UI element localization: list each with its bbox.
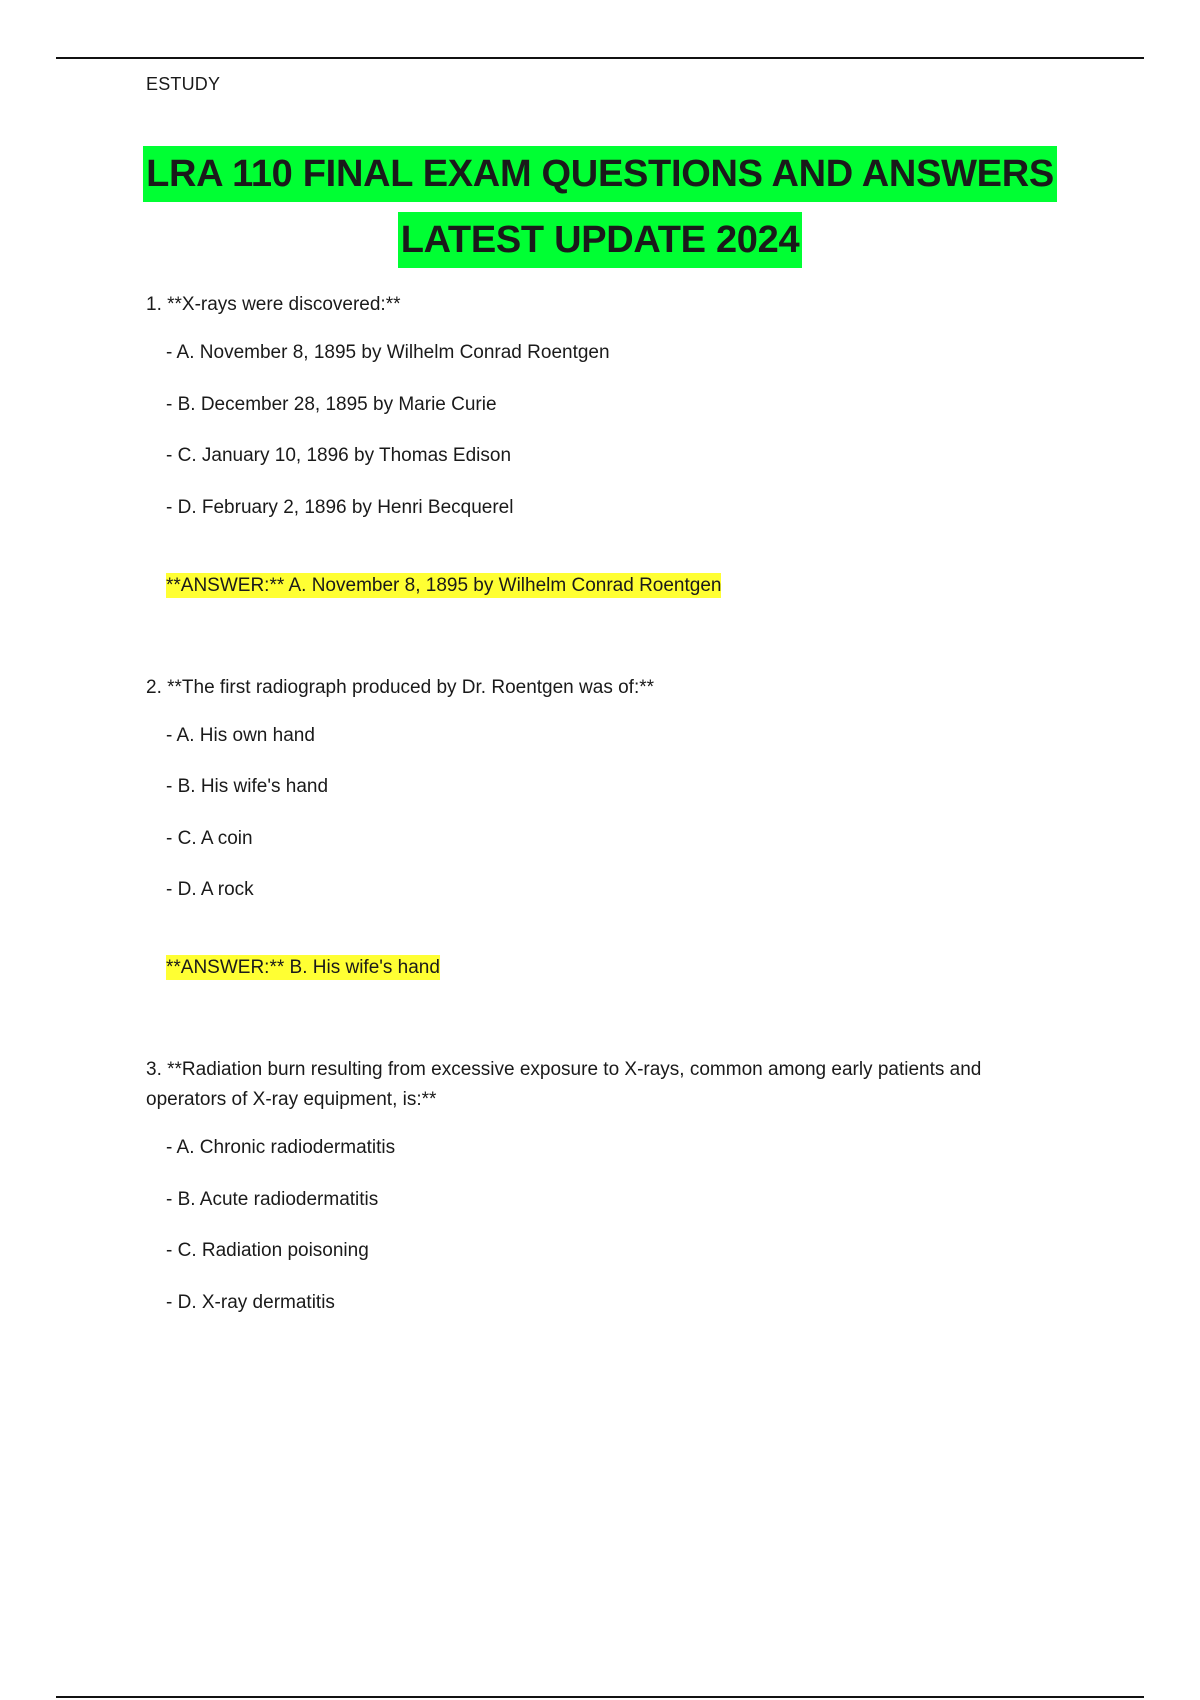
- answer-text: **ANSWER:** A. November 8, 1895 by Wilhelm Conrad Roentgen: [166, 574, 722, 596]
- option-c: - C. January 10, 1896 by Thomas Edison: [166, 445, 512, 466]
- option-d: - D. A rock: [166, 879, 254, 900]
- question-prompt: 2. **The first radiograph produced by Dr. Roentgen was of:**: [146, 676, 655, 698]
- title-line-1: LRA 110 FINAL EXAM QUESTIONS AND ANSWERS: [143, 146, 1057, 202]
- bottom-rule: [56, 1696, 1144, 1698]
- top-rule: [56, 57, 1144, 59]
- question-2: [146, 673, 1066, 984]
- title-line-2: LATEST UPDATE 2024: [398, 212, 803, 268]
- option-b: - B. December 28, 1895 by Marie Curie: [166, 393, 497, 415]
- answer-line: [166, 571, 1066, 601]
- question-prompt: 3. **Radiation burn resulting from excessive exposure to X-rays, common among early patients and operators of X-ray equipment, is:**: [146, 1059, 982, 1110]
- question-list: [146, 290, 1066, 1339]
- option-a: - A. Chronic radiodermatitis: [166, 1137, 396, 1158]
- answer-text: **ANSWER:** B. His wife's hand: [166, 957, 440, 978]
- option-d: - D. February 2, 1896 by Henri Becquerel: [166, 496, 514, 518]
- question-3: [146, 1055, 1066, 1318]
- question-1: [146, 290, 1066, 601]
- document-header: ESTUDY: [146, 74, 221, 94]
- option-a: - A. November 8, 1895 by Wilhelm Conrad Roentgen: [166, 342, 610, 363]
- option-b: - B. His wife's hand: [166, 776, 329, 797]
- option-b: - B. Acute radiodermatitis: [166, 1188, 379, 1210]
- option-d: - D. X-ray dermatitis: [166, 1291, 335, 1313]
- page-title: [0, 143, 1200, 275]
- option-c: - C. Radiation poisoning: [166, 1240, 369, 1261]
- question-prompt: 1. **X-rays were discovered:**: [146, 294, 401, 315]
- option-a: - A. His own hand: [166, 724, 315, 746]
- answer-line: [166, 953, 1066, 983]
- option-c: - C. A coin: [166, 827, 253, 849]
